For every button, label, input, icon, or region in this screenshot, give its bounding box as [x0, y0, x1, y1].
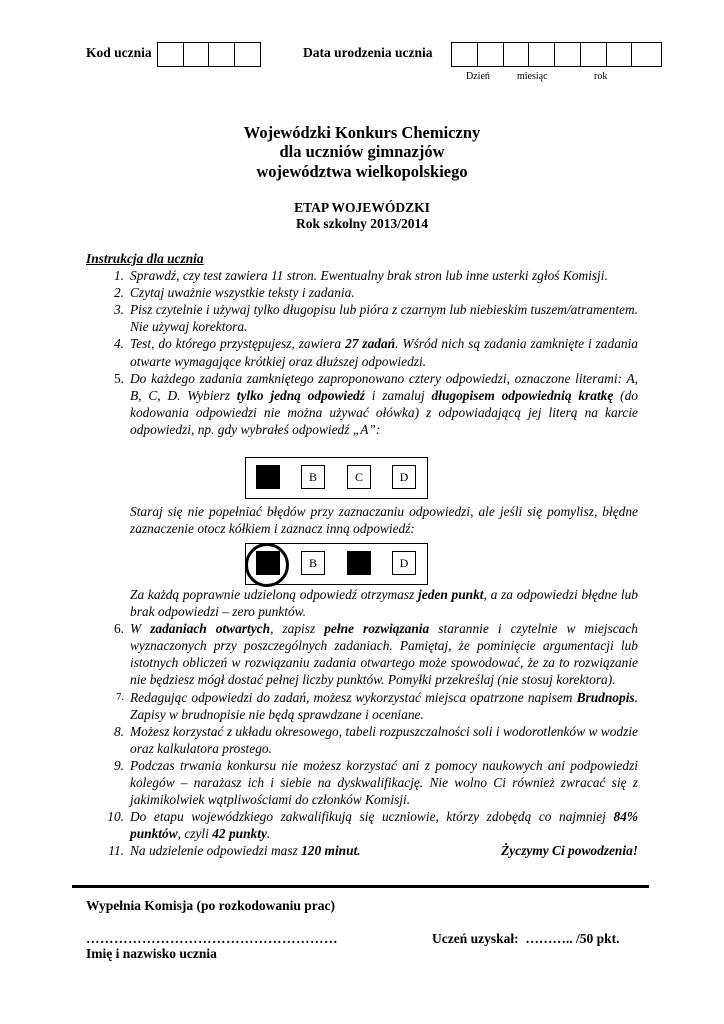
divider-line [72, 885, 649, 888]
month-label: miesiąc [517, 71, 548, 82]
good-luck-wish: Życzymy Ci powodzenia! [501, 843, 638, 859]
option-c: C [347, 465, 371, 489]
stage-label: ETAP WOJEWÓDZKI [294, 200, 430, 215]
instructions-part-2 [86, 586, 638, 860]
example-correct-answer [245, 457, 428, 499]
mistake-note: Staraj się nie popełniać błędów przy zaznaczaniu odpowiedzi, ale jeśli się pomylisz, błędne zaznaczenie otocz kółkiem i zaznacz inną odpowiedź: [130, 504, 638, 537]
name-dots[interactable]: ……………………………………………… [86, 931, 338, 946]
option-b: B [301, 465, 325, 489]
instruction-5: 5. Do każdego zadania zamkniętego zaproponowano cztery odpowiedzi, oznaczone literami: A, B, C, D. Wybierz tylko jedną odpowiedź i zamaluj długopisem odpowiednią kratkę (do kodowania odpowiedzi nie można używać ołówka) z odpowiadającą jej literą na karcie odpowiedzi, np. gdy wybrałeś odpowiedź „A”: [113, 370, 638, 437]
scoring-note: Za każdą poprawnie udzieloną odpowiedź otrzymasz jeden punkt, a za odpowiedzi błędne lub brak odpowiedzi – zero punktów. [130, 587, 638, 620]
instruction-10: 10. Do etapu wojewódzkiego zakwalifikują się uczniowie, którzy zdobędą co najmniej 84% punktów, czyli 42 punkty. [107, 809, 638, 842]
instruction-1: 1. Sprawdź, czy test zawiera 11 stron. Ewentualny brak stron lub inne usterki zgłoś Komisji. [113, 268, 608, 284]
instruction-2: 2. Czytaj uważnie wszystkie teksty i zadania. [113, 285, 355, 301]
option-d: D [392, 551, 416, 575]
student-name-label: Imię i nazwisko ucznia [86, 946, 217, 961]
year-label: rok [594, 71, 608, 82]
instruction-3: 3. Pisz czytelnie i używaj tylko długopisu lub pióra z czarnym lub niebieskim tuszem/atramentem. Nie używaj korektora. [113, 302, 638, 335]
title-line-3: województwa wielkopolskiego [256, 162, 468, 181]
committee-label: Wypełnia Komisja (po rozkodowaniu prac) [86, 898, 336, 913]
option-c-filled [347, 551, 371, 575]
title-line-2: dla uczniów gimnazjów [279, 142, 445, 161]
instructions-part-1 [86, 250, 638, 438]
school-year: Rok szkolny 2013/2014 [295, 216, 429, 231]
instruction-6: 6. W zadaniach otwartych, zapisz pełne rozwiązania starannie i czytelnie w miejscach wyznaczonych przy poszczególnych zadaniach. Pamiętaj, że pominięcie argumentacji lub istotnych obliczeń w rozwiązaniu zadania otwartego może spowodować, że za to rozwiązanie nie będziesz mógł dostać pełnej liczby punktów. Pomyłki przekreślaj (nie stosuj korektora). [113, 621, 638, 688]
score-dots[interactable]: ……….. [525, 931, 573, 946]
score-field: Uczeń uzyskał: ……….. /50 pkt. [432, 931, 620, 946]
student-code-label: Kod ucznia [86, 45, 152, 60]
instruction-7: 7. Redagując odpowiedzi do zadań, możesz wykorzystać miejsca opatrzone napisem Brudnopis. Zapisy w brudnopisie nie będą sprawdzane i oceniane. [116, 689, 638, 722]
day-label: Dzień [466, 71, 490, 82]
correction-circle [245, 543, 289, 587]
birth-date-label: Data urodzenia ucznia [303, 45, 433, 60]
option-d: D [392, 465, 416, 489]
title-line-1: Wojewódzki Konkurs Chemiczny [243, 123, 481, 142]
instruction-8: 8. Możesz korzystać z układu okresowego, tabeli rozpuszczalności soli i wodorotlenków w wodzie oraz kalkulatora prostego. [113, 723, 638, 756]
instruction-9: 9. Podczas trwania konkursu nie możesz korzystać ani z pomocy naukowych ani podpowiedzi kolegów – narażasz ich i siebie na dyskwalifikację. Nie wolno Ci również zwracać się z jakimikolwiek wątpliwościami do członków Komisji. [113, 757, 638, 808]
instruction-4: 4. Test, do którego przystępujesz, zawiera 27 zadań. Wśród nich są zadania zamknięte i zadania otwarte wymagające krótkiej oraz dłuższej odpowiedzi. [113, 336, 639, 369]
student-code-boxes[interactable] [157, 42, 261, 67]
option-b: B [301, 551, 325, 575]
instruction-11: 11. Na udzielenie odpowiedzi masz 120 minut. Życzymy Ci powodzenia! [108, 843, 638, 859]
instructions-heading: Instrukcja dla ucznia [86, 251, 204, 266]
option-a-filled [256, 465, 280, 489]
birth-date-boxes[interactable] [451, 42, 662, 67]
